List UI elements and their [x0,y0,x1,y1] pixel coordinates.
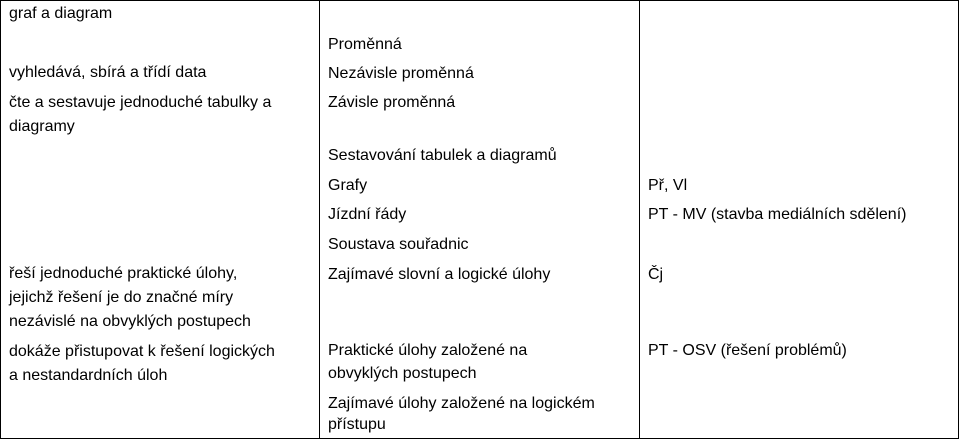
outcome-item-continued: diagramy [9,118,75,135]
topic-item-continued: obvyklých postupech [328,365,477,382]
topic-item: Grafy [328,177,368,194]
topic-item: Zajímavé úlohy založené na logickém [328,395,595,412]
topics-column [319,0,639,439]
outcome-item: dokáže přistupovat k řešení logických [9,343,275,360]
topic-item: Praktické úlohy založené na [328,342,528,359]
topic-item: Jízdní řády [328,206,407,223]
relation-item: Př, Vl [648,177,688,194]
relation-item: PT - OSV (řešení problémů) [648,342,847,359]
outcomes-column [0,0,319,439]
topic-item: Sestavování tabulek a diagramů [328,147,557,164]
topic-item: Soustava souřadnic [328,236,469,253]
outcome-item: čte a sestavuje jednoduché tabulky a [9,94,272,111]
outcome-item-continued: nezávislé na obvyklých postupech [9,313,251,330]
relations-column [639,0,959,439]
topic-item: Závisle proměnná [328,94,456,111]
outcome-item: vyhledává, sbírá a třídí data [9,64,207,81]
topic-item-continued: přístupu [328,416,386,433]
outcome-item-continued: a nestandardních úloh [9,367,168,384]
topic-item: Zajímavé slovní a logické úlohy [328,266,551,283]
section-heading: graf a diagram [9,5,113,22]
relation-item: PT - MV (stavba mediálních sdělení) [648,206,907,223]
relation-item: Čj [648,266,664,283]
topic-item: Nezávisle proměnná [328,65,474,82]
outcome-item: řeší jednoduché praktické úlohy, [9,265,238,282]
outcome-item-continued: jejichž řešení je do značné míry [9,289,234,306]
topic-item: Proměnná [328,36,402,53]
